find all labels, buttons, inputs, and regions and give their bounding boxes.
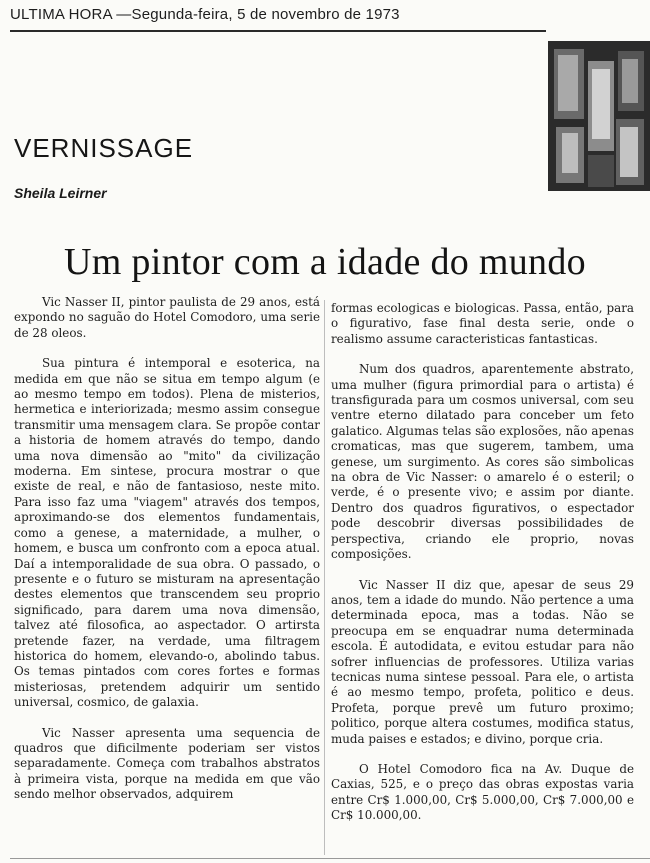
paragraph: O Hotel Comodoro fica na Av. Duque de Caxias, 525, e o preço das obras expostas varia entre Cr$ 1.000,00, Cr$ 5.000,00, Cr$ 7.000,00 e Cr$ 10.000,00. — [331, 761, 634, 823]
section-title: VERNISSAGE — [14, 133, 194, 163]
masthead-rule — [10, 30, 546, 32]
paragraph: Num dos quadros, aparentemente abstrato, uma mulher (figura primordial para o artista) é transfigurada para um cosmos universal, com seu ventre eterno dilatado para conceber um feto galatico. Algumas telas são explosões, não apenas cromaticas, mas que sugerem, tambem, uma genese, um surgimento. As cores são simbolicas na obra de Vic Nasser: o amarelo é o esteril; o verde, é o presente vivo; e assim por diante. Dentro dos quadros figurativos, o espectador pode descobrir diversas possibilidades de perspectiva, criando ele proprio, novas composições. — [331, 362, 634, 562]
left-column — [14, 295, 320, 818]
right-column — [331, 301, 634, 839]
artwork-photo — [548, 41, 650, 191]
byline: Sheila Leirner — [14, 185, 107, 201]
paragraph: formas ecologicas e biologicas. Passa, então, para o figurativo, fase final desta serie, onde o realismo assume caracteristicas fantasticas. — [331, 301, 634, 346]
column-divider — [324, 300, 325, 855]
paragraph: Vic Nasser II, pintor paulista de 29 anos, está expondo no saguão do Hotel Comodoro, uma serie de 28 oleos. — [14, 295, 320, 340]
headline: Um pintor com a idade do mundo — [64, 241, 586, 283]
paragraph: Vic Nasser II diz que, apesar de seus 29 anos, tem a idade do mundo. Não pertence a uma determinada epoca, mas a todas. Não se preocupa em se enquadrar numa determinada escola. É autodidata, e evitou estudar para não sofrer influencias de professores. Utiliza varias tecnicas numa sintese pessoal. Para ele, o artista é ao mesmo tempo, profeta, politico e deus. Profeta, porque prevê um futuro proximo; politico, porque altera costumes, modifica status, muda paises e estados; e divino, porque cria. — [331, 577, 634, 746]
paragraph: Vic Nasser apresenta uma sequencia de quadros que dificilmente poderiam ser vistos separadamente. Começa com trabalhos abstratos à primeira vista, porque na medida em que vão sendo melhor observados, adquirem — [14, 725, 320, 802]
paragraph: Sua pintura é intemporal e esoterica, na medida em que não se situa em tempo algum (e ao mesmo tempo em todos). Plena de misterios, hermetica e interiorizada; mesmo assim consegue transmitir uma mensagem clara. Se propõe contar a historia de homem através do tempo, dando uma nova dimensão ao "mito" da civilização moderna. Em sintese, procura mostrar o que existe de real, e não de fantasioso, neste mito. Para isso faz uma "viagem" através dos tempos, aproximando-se dos elementos fundamentais, como a genese, a maternidade, a mulher, o homem, e busca um confronto com a epoca atual. Daí a intemporalidade de sua obra. O passado, o presente e o futuro se misturam na apresentação destes elementos que transcendem seu proprio significado, para darem uma nova dimensão, talvez até filosofica, ao aspectador. O artirsta pretende fazer, na verdade, uma filtragem historica do homem, elevando-o, abolindo tabus. Os temas pintados com cores fortes e formas misteriosas, pretendem adquirir um sentido universal, cosmico, de galaxia. — [14, 356, 320, 710]
bottom-rule — [10, 858, 650, 859]
masthead: ULTIMA HORA —Segunda-feira, 5 de novembro de 1973 — [10, 6, 400, 23]
